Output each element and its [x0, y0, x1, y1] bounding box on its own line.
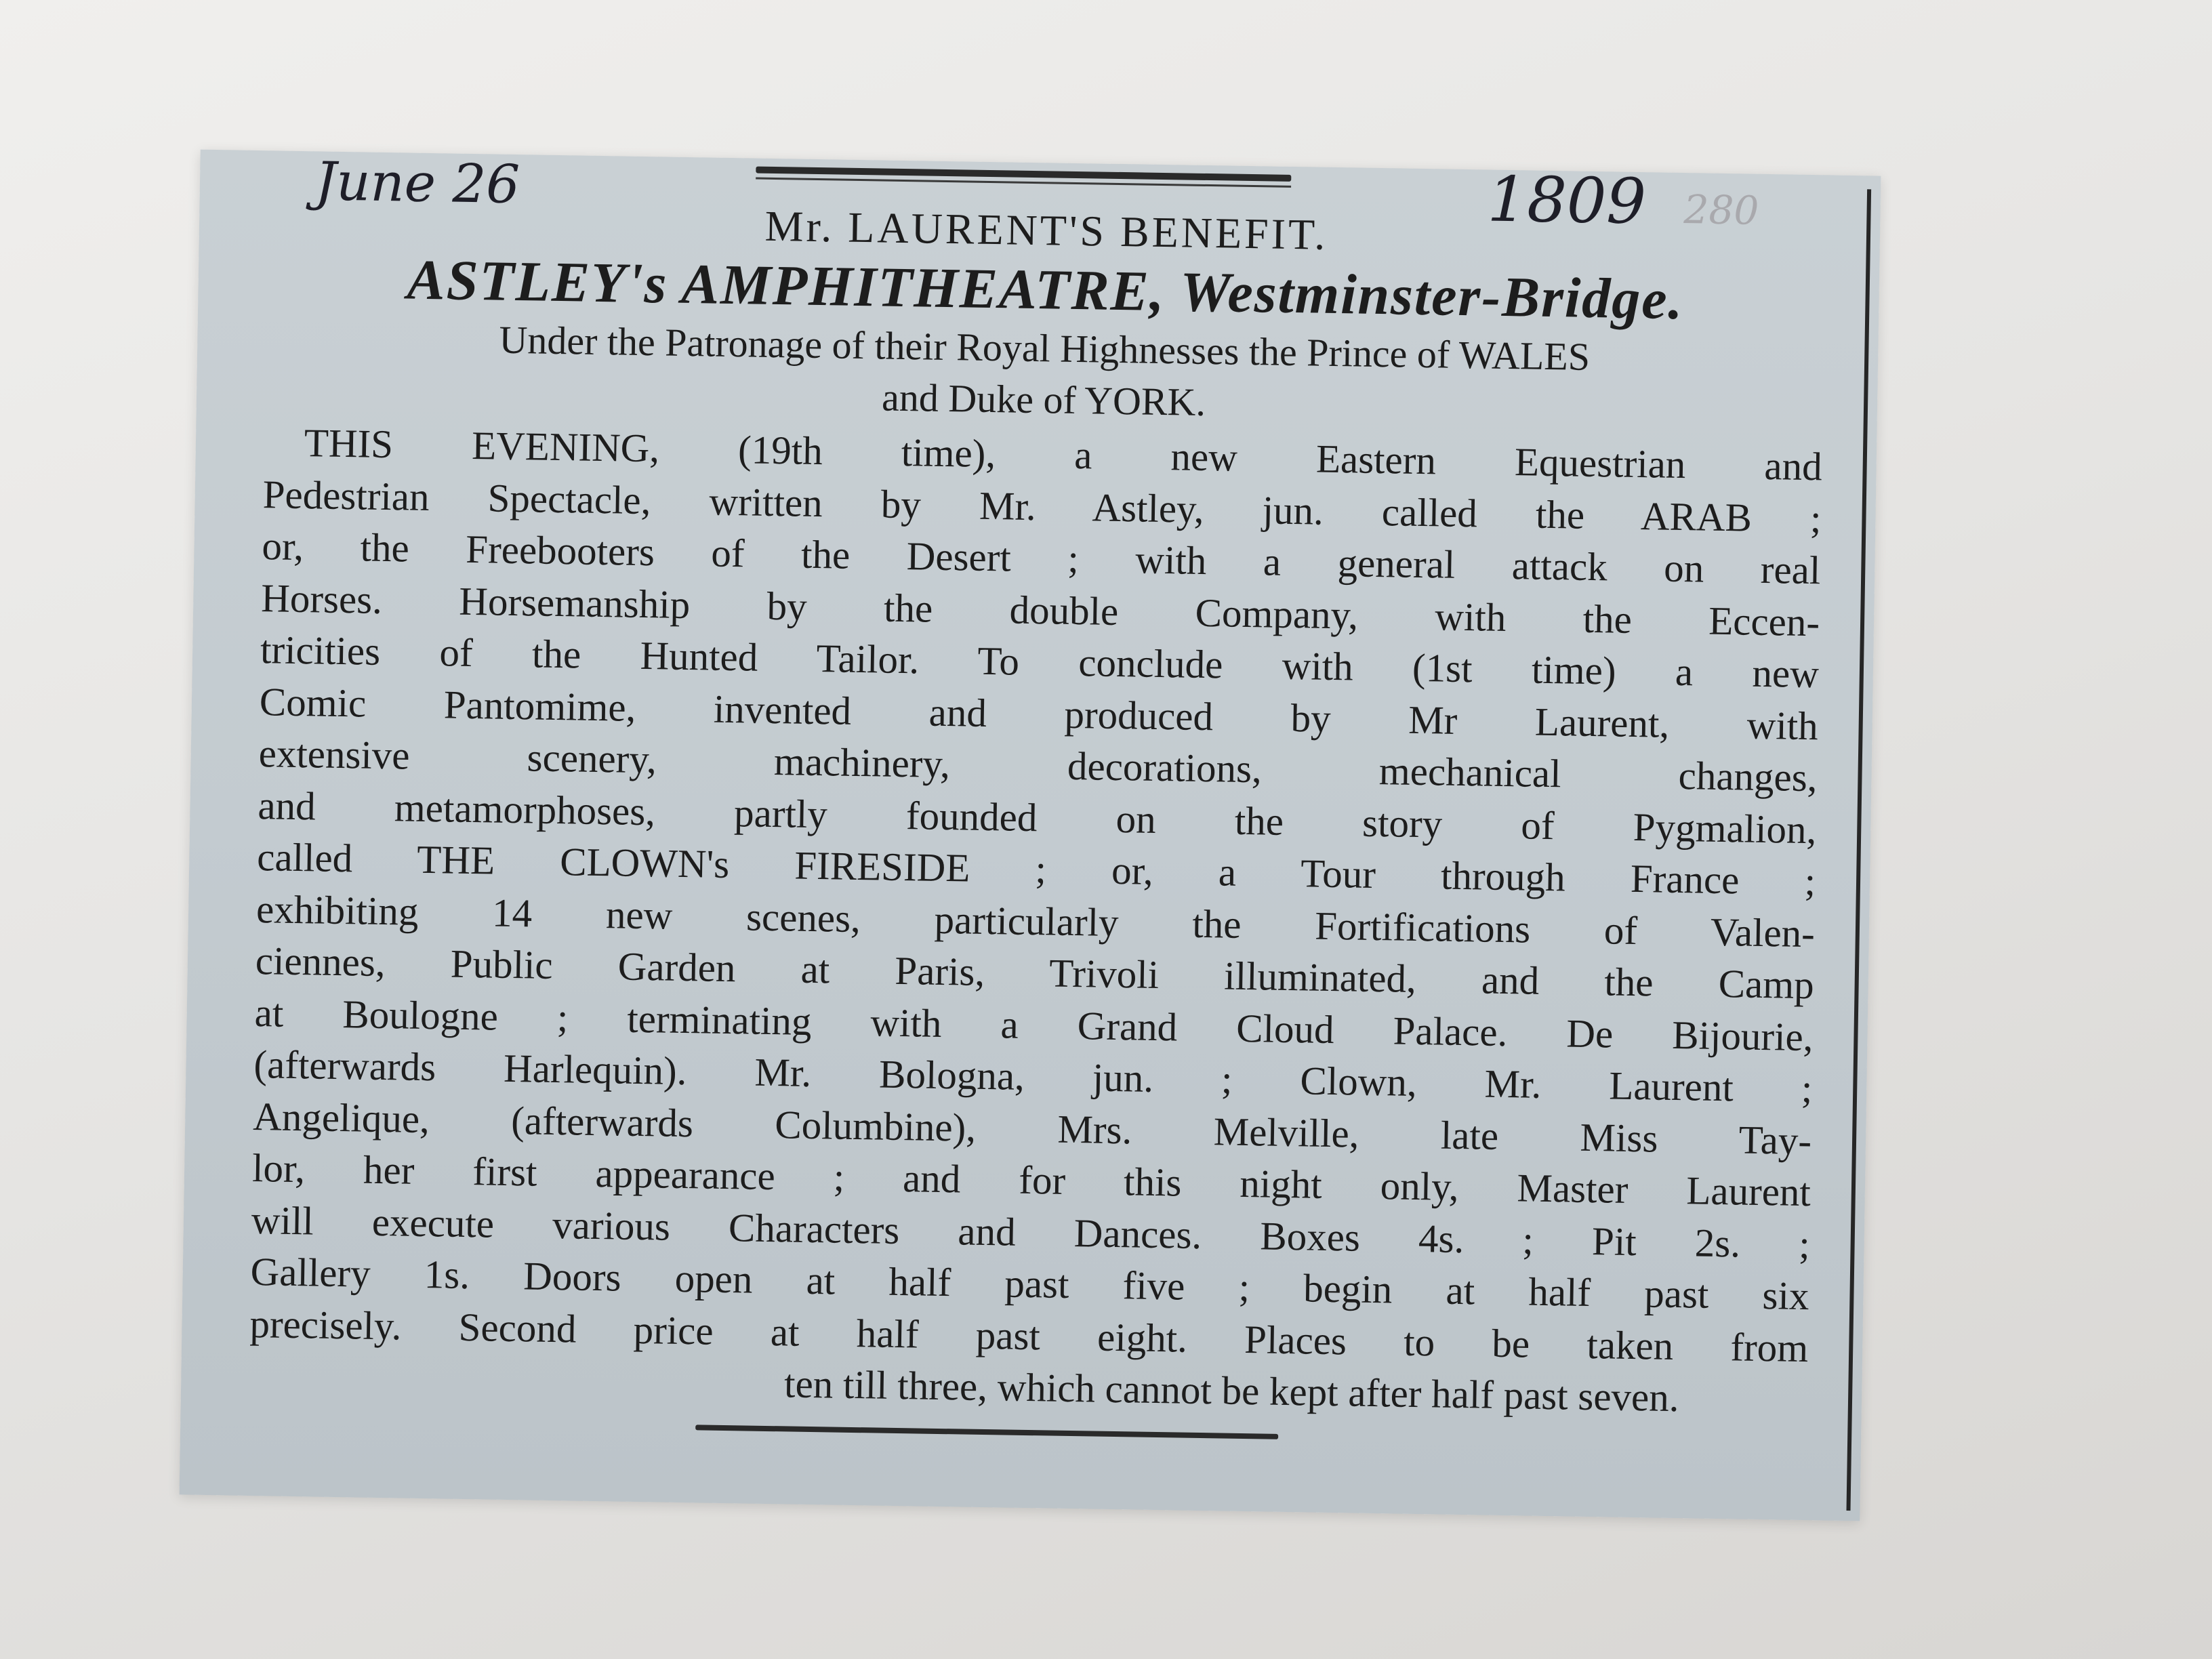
- body-line: and metamorphoses, partly founded on the story of Pygmalion,: [258, 782, 1817, 852]
- body-line: ciennes, Public Garden at Paris, Trivoli illuminated, and the Camp: [255, 938, 1815, 1008]
- body-line: or, the Freebooters of the Desert ; with a general attack on real: [262, 523, 1821, 593]
- handwritten-number: 280: [1683, 186, 1759, 234]
- handwritten-date: June 26: [314, 151, 520, 216]
- body-line: THIS EVENING, (19th time), a new Eastern Equestrian and: [304, 420, 1823, 489]
- patronage-line-2: and Duke of YORK.: [881, 375, 1206, 424]
- body-line: extensive scenery, machinery, decorations, mechanical changes,: [258, 731, 1818, 800]
- body-line: Gallery 1s. Doors open at half past five ; begin at half past six: [250, 1249, 1809, 1319]
- bottom-divider: [695, 1425, 1278, 1439]
- body-line: Horses. Horsemanship by the double Company, with the Eccen-: [260, 575, 1820, 644]
- body-line: will execute various Characters and Dances. Boxes 4s. ; Pit 2s. ;: [251, 1197, 1811, 1267]
- body-line: (afterwards Harlequin). Mr. Bologna, jun. ; Clown, Mr. Laurent ;: [253, 1042, 1813, 1111]
- newspaper-clipping: [180, 150, 1881, 1521]
- body-line: Comic Pantomime, invented and produced by Mr Laurent, with: [259, 678, 1819, 748]
- body-line: precisely. Second price at half past eight. Places to be taken from: [249, 1300, 1809, 1370]
- advertisement-text: [249, 191, 1826, 1425]
- body-paragraph: [249, 416, 1823, 1425]
- body-line: exhibiting 14 new scenes, particularly the Fortifications of Valen-: [255, 886, 1816, 956]
- column-rule: [1846, 189, 1871, 1511]
- handwritten-year: 1809: [1486, 163, 1647, 239]
- body-line: lor, her first appearance ; and for this night only, Master Laurent: [251, 1145, 1811, 1215]
- headline: Mr. LAURENT'S BENEFIT.: [764, 201, 1328, 259]
- body-line: at Boulogne ; terminating with a Grand Cloud Palace. De Bijourie,: [254, 989, 1814, 1059]
- body-line: Pedestrian Spectacle, written by Mr. Astley, jun. called the ARAB ;: [262, 471, 1822, 541]
- patronage-line-1: Under the Patronage of their Royal Highnesses the Prince of WALES: [499, 317, 1591, 379]
- body-line: called THE CLOWN's FIRESIDE ; or, a Tour through France ;: [256, 834, 1816, 904]
- body-line: tricities of the Hunted Tailor. To conclude with (1st time) a new: [260, 627, 1820, 697]
- body-line: Angelique, (afterwards Columbine), Mrs. Melville, late Miss Tay-: [252, 1093, 1812, 1163]
- body-line: ten till three, which cannot be kept after half past seven.: [783, 1361, 1680, 1420]
- theatre-name: ASTLEY's AMPHITHEATRE, Westminster-Bridge.: [406, 248, 1685, 332]
